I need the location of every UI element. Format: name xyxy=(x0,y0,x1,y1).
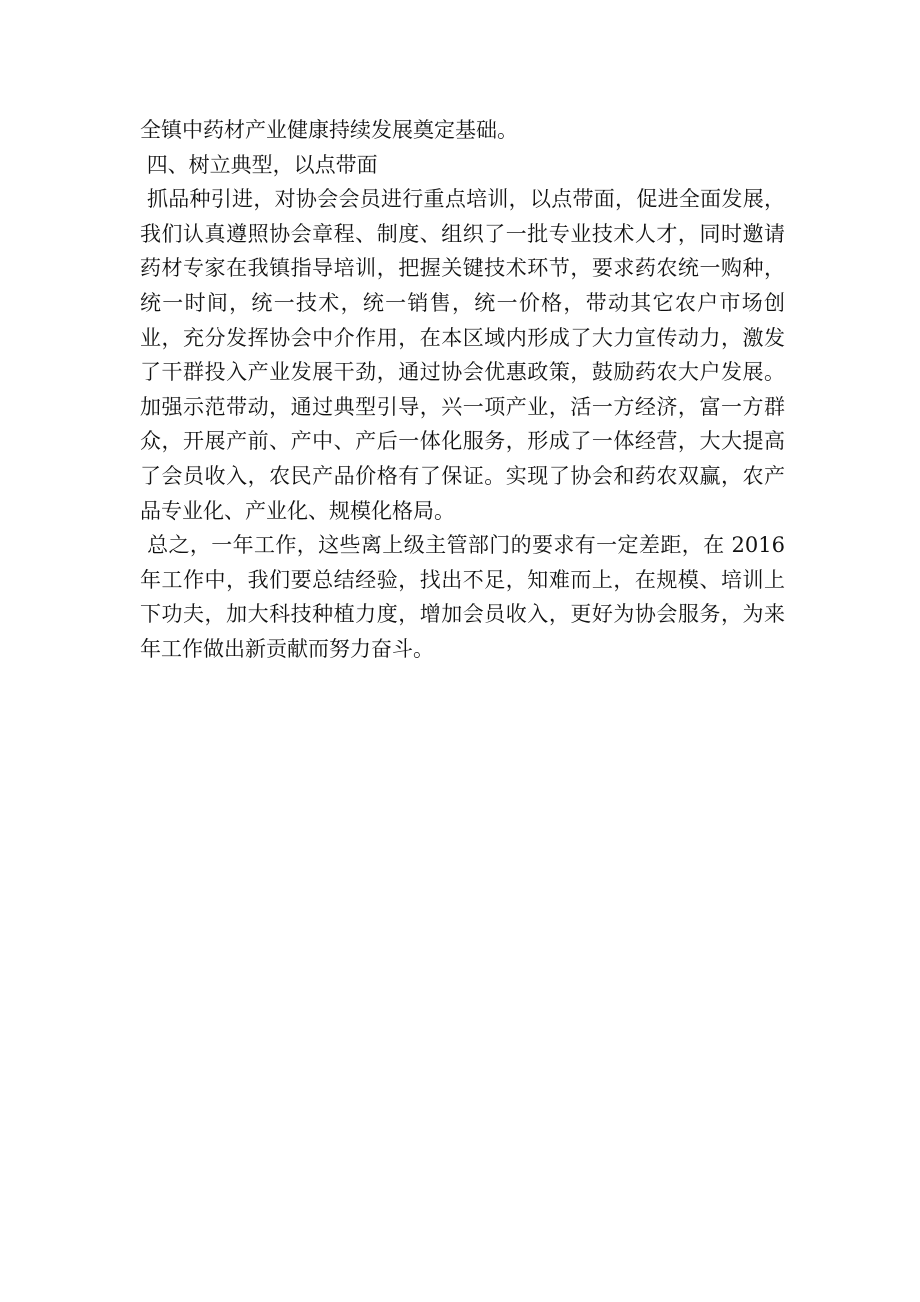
document-body xyxy=(140,113,792,667)
paragraph-conclusion: 总之，一年工作，这些离上级主管部门的要求有一定差距，在 2016 年工作中，我们要总结经验，找出不足，知难而上，在规模、培训上下功夫，加大科技种植力度，增加会员收入，更好为协会服务，为来年工作做出新贡献而努力奋斗。 xyxy=(140,533,792,661)
section-heading: 四、树立典型，以点带面 xyxy=(140,152,378,177)
paragraph-section-four: 抓品种引进，对协会会员进行重点培训，以点带面，促进全面发展，我们认真遵照协会章程、制度、组织了一批专业技术人才，同时邀请药材专家在我镇指导培训，把握关键技术环节，要求药农统一购种，统一时间，统一技术，统一销售，统一价格，带动其它农户市场创业，充分发挥协会中介作用，在本区域内形成了大力宣传动力，激发了干群投入产业发展干劲，通过协会优惠政策，鼓励药农大户发展。加强示范带动，通过典型引导，兴一项产业，活一方经济，富一方群众，开展产前、产中、产后一体化服务，形成了一体经营，大大提高了会员收入，农民产品价格有了保证。实现了协会和药农双赢，农产品专业化、产业化、规模化格局。 xyxy=(140,187,785,523)
paragraph-continuation: 全镇中药材产业健康持续发展奠定基础。 xyxy=(140,118,518,142)
